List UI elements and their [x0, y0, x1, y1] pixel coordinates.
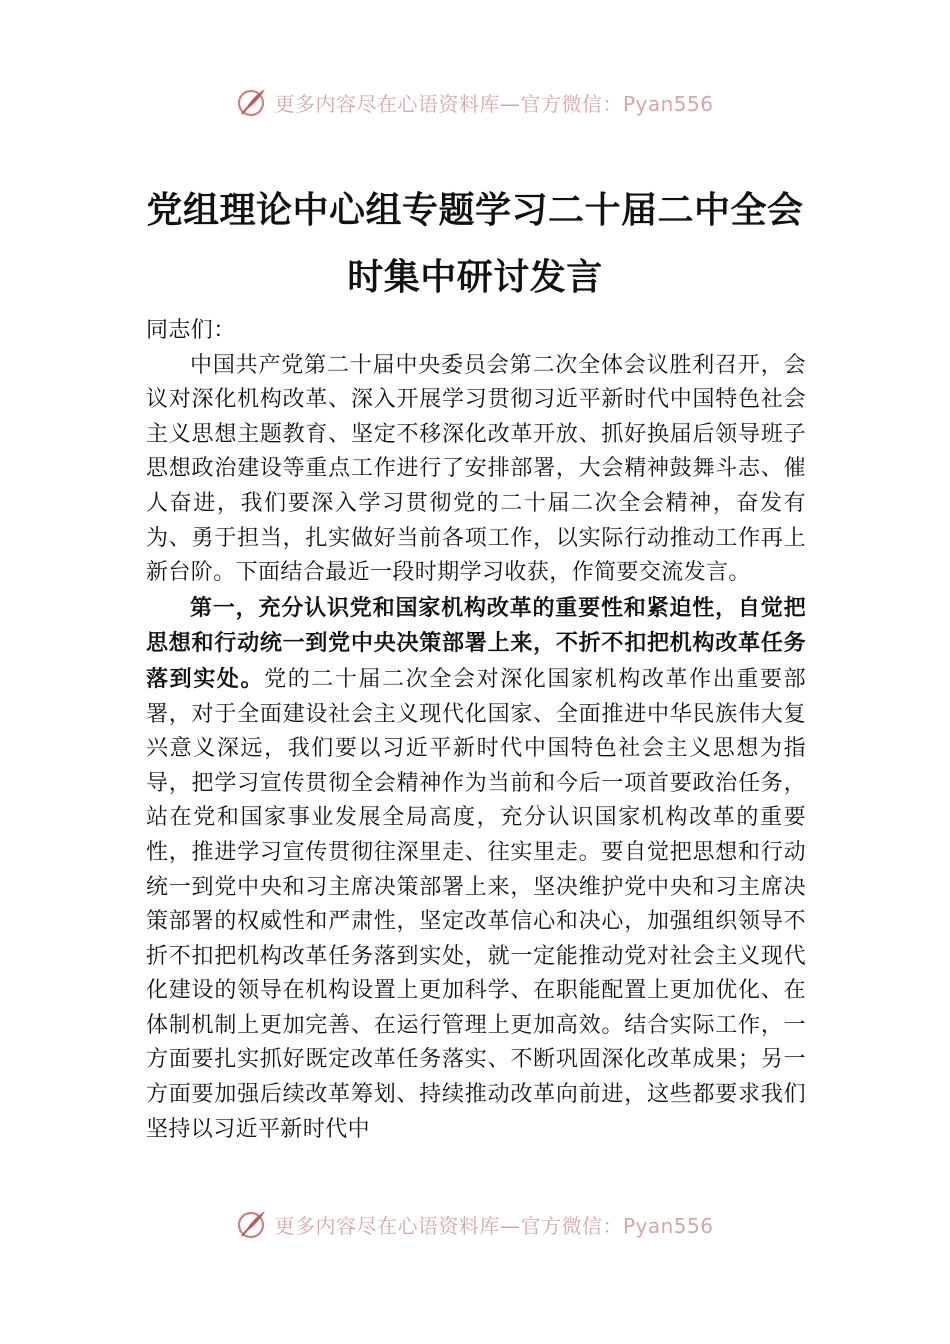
paragraph-intro: 中国共产党第二十届中央委员会第二次全体会议胜利召开，会议对深化机构改革、深入开展学习贯彻习近平新时代中国特色社会主义思想主题教育、坚定不移深化改革开放、抓好换届后领导班子思想政治建设等重点工作进行了安排部署，大会精神鼓舞斗志、催人奋进，我们要深入学习贯彻党的二十届二次全会精神，奋发有为、勇于担当，扎实做好当前各项工作，以实际行动推动工作再上新台阶。下面结合最近一段时期学习收获，作简要交流发言。 [146, 352, 806, 586]
paragraph-first-point [146, 591, 806, 1148]
watermark-text: 更多内容尽在心语资料库—官方微信：Pyan556 [274, 91, 714, 116]
document-title-line1: 党组理论中心组专题学习二十届二中全会 [146, 189, 804, 231]
quill-logo-icon [236, 86, 268, 118]
watermark-text: 更多内容尽在心语资料库—官方微信：Pyan556 [274, 1213, 714, 1238]
paragraph-first-point-body: 党的二十届二次全会对深化国家机构改革作出重要部署，对于全面建设社会主义现代化国家、全面推进中华民族伟大复兴意义深远，我们要以习近平新时代中国特色社会主义思想为指导，把学习宣传贯彻全会精神作为当前和今后一项首要政治任务，站在党和国家事业发展全局高度，充分认识国家机构改革的重要性，推进学习宣传贯彻往深里走、往实里走。要自觉把思想和行动统一到党中央和习主席决策部署上来，坚决维护党中央和习主席决策部署的权威性和严肃性，坚定改革信心和决心，加强组织领导不折不扣把机构改革任务落到实处，就一定能推动党对社会主义现代化建设的领导在机构设置上更加科学、在职能配置上更加优化、在体制机制上更加完善、在运行管理上更加高效。结合实际工作，一方面要扎实抓好既定改革任务落实、不断巩固深化改革成果；另一方面要加强后续改革筹划、持续推动改革向前进，这些都要求我们坚持以习近平新时代中 [146, 666, 806, 1142]
document-body [146, 314, 806, 1214]
document-title-line2: 时集中研讨发言 [347, 256, 603, 298]
salutation: 同志们： [146, 318, 236, 343]
watermark-footer [0, 1204, 950, 1244]
quill-logo-icon [236, 1208, 268, 1240]
paragraph-first-point-heading: 第一，充分认识党和国家机构改革的重要性和紧迫性，自觉把思想和行动统一到党中央决策部署上来，不折不扣把机构改革任务落到实处。 [146, 594, 806, 692]
watermark-header [0, 82, 950, 122]
